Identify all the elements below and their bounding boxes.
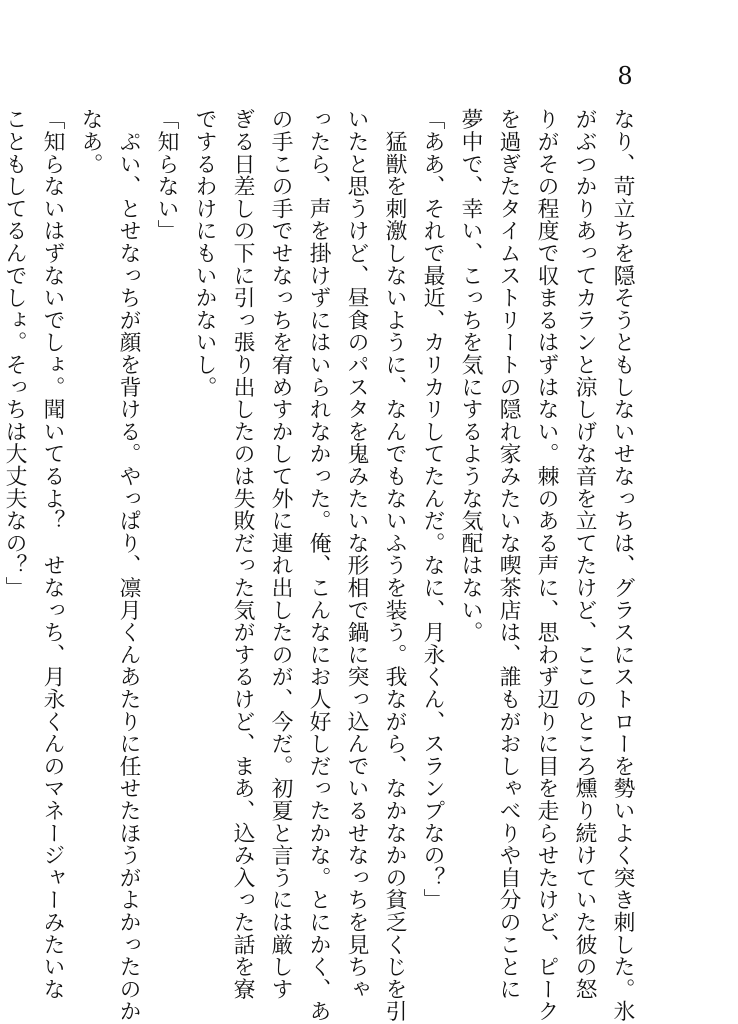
text-line: こともしてるんでしょ。そっちは大丈夫なの？」 xyxy=(2,108,27,599)
body-text xyxy=(2,108,640,1023)
text-line: 夢中で、幸い、こっちを気にするような気配はない。 xyxy=(458,108,483,644)
text-line: いたと思うけど、昼食のパスタを鬼みたいな形相で鍋に突っ込んでいるせなっちを見ちゃ xyxy=(344,108,369,1000)
text-line: がぶつかりあってカランと涼しげな音を立てたけど、ここのところ燻り続けていた彼の怒 xyxy=(572,108,597,1000)
text-line: 「知らないはずないでしょ。聞いてるよ？ せなっち、月永くんのマネージャーみたいな xyxy=(40,108,65,1000)
text-line: ぷい、とせなっちが顔を背ける。やっぱり、凛月くんあたりに任せたほうがよかったのか xyxy=(116,108,141,1023)
text-line: 「知らない」 xyxy=(154,108,179,242)
text-line: 猛獣を刺激しないように、なんでもないふうを装う。我ながら、なかなかの貧乏くじを引 xyxy=(382,108,407,1023)
text-line: りがその程度で収まるはずはない。棘のある声に、思わず辺りに目を走らせたけど、ピーク xyxy=(534,108,559,1023)
text-line: ぎる日差しの下に引っ張り出したのは失敗だった気がするけど、まあ、込み入った話を寮 xyxy=(230,108,255,1000)
text-line: を過ぎたタイムストリートの隠れ家みたいな喫茶店は、誰もがおしゃべりや自分のことに xyxy=(496,108,521,1000)
text-line: なり、苛立ちを隠そうともしないせなっちは、グラスにストローを勢いよく突き刺した。氷 xyxy=(610,108,635,1023)
text-line: の手この手でせなっちを宥めすかして外に連れ出したのが、今だ。初夏と言うには厳しす xyxy=(268,108,293,1000)
text-line: ったら、声を掛けずにはいられなかった。俺、こんなにお人好しだったかな。とにかく、あ xyxy=(306,108,331,1023)
text-line: 「ああ、それで最近、カリカリしてたんだ。なに、月永くん、スランプなの？」 xyxy=(420,108,445,911)
text-line: でするわけにもいかないし。 xyxy=(192,108,217,398)
text-line: なあ。 xyxy=(78,108,103,175)
page-number: 8 xyxy=(617,62,633,90)
